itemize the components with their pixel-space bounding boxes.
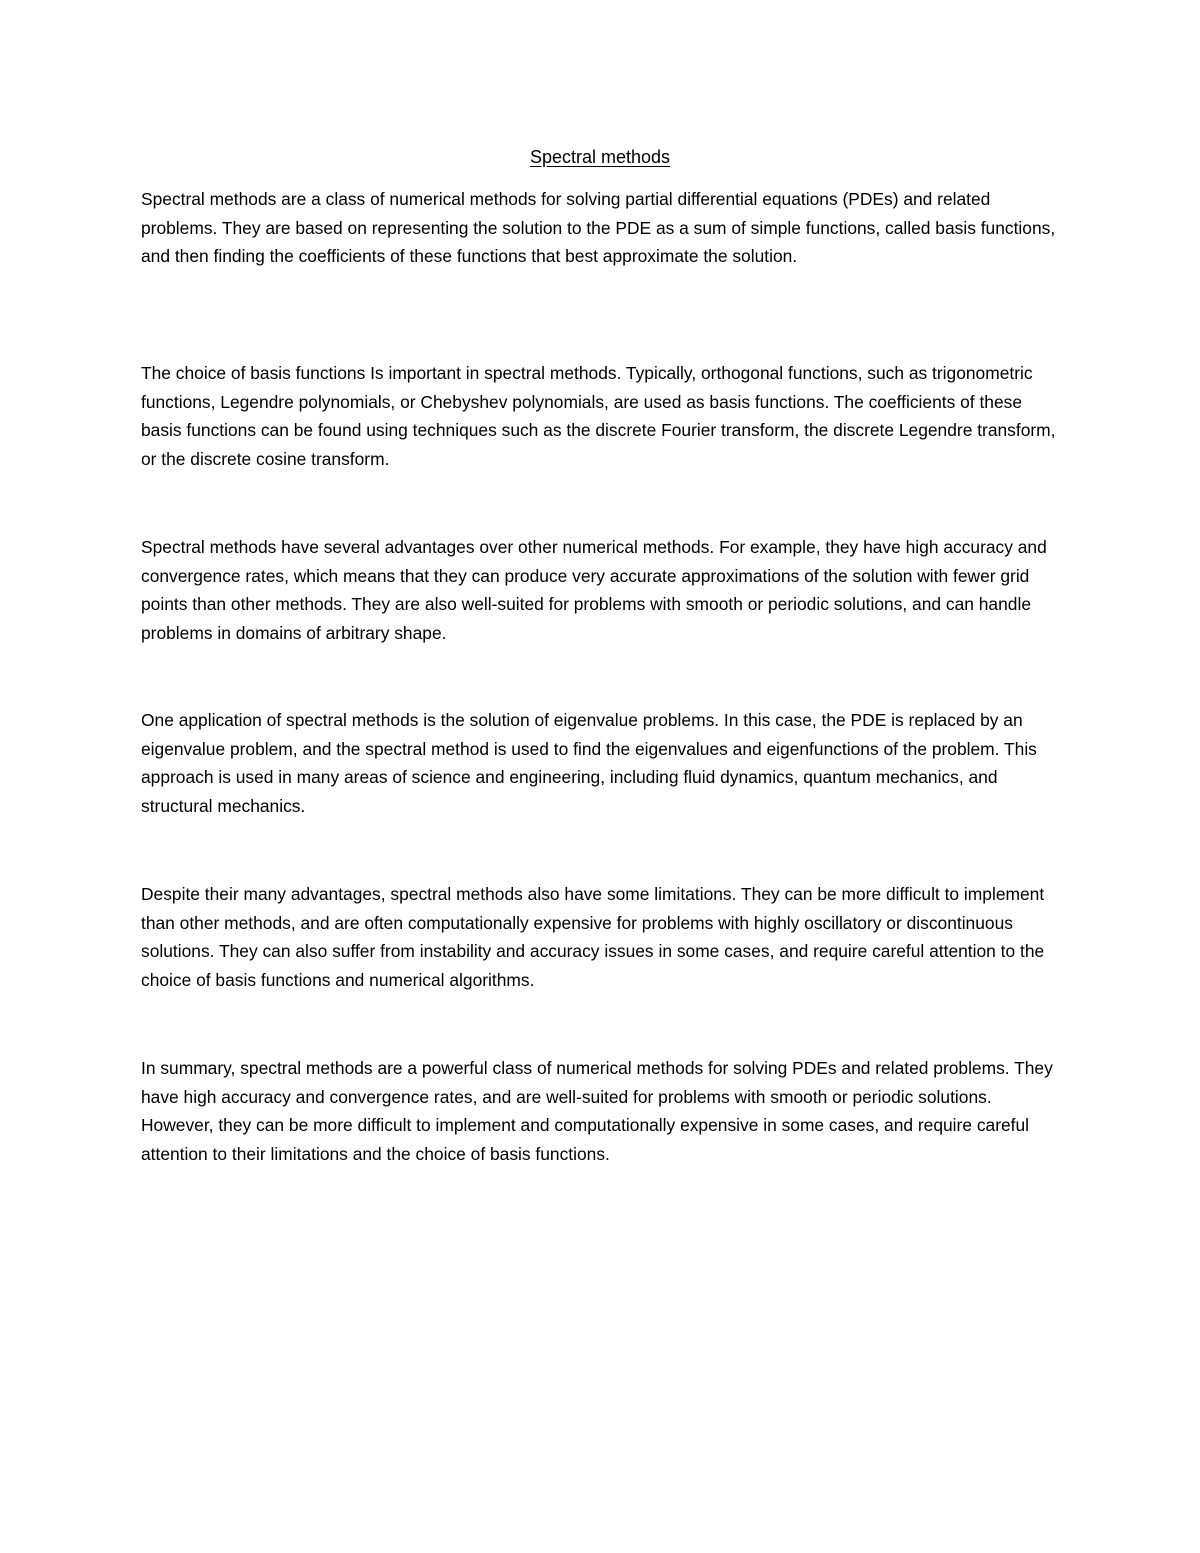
paragraph-advantages: Spectral methods have several advantages over other numerical methods. For example, they have high accuracy and convergence rates, which means that they can produce very accurate approximations of the solution with fewer grid points than other methods. They are also well-suited for problems with smooth or periodic solutions, and can handle problems in domains of arbitrary shape. xyxy=(141,537,1047,643)
paragraph-eigenvalue-application: One application of spectral methods is the solution of eigenvalue problems. In this case, the PDE is replaced by an eigenvalue problem, and the spectral method is used to find the eigenvalues and eigenfunctions of the problem. This approach is used in many areas of science and engineering, including fluid dynamics, quantum mechanics, and structural mechanics. xyxy=(141,710,1037,816)
paragraph-summary: In summary, spectral methods are a powerful class of numerical methods for solving PDEs and related problems. They have high accuracy and convergence rates, and are well-suited for problems with smooth or periodic solutions. However, they can be more difficult to implement and computationally expensive in some cases, and require careful attention to their limitations and the choice of basis functions. xyxy=(141,1058,1053,1164)
paragraph-limitations: Despite their many advantages, spectral methods also have some limitations. They can be more difficult to implement than other methods, and are often computationally expensive for problems with highly oscillatory or discontinuous solutions. They can also suffer from instability and accuracy issues in some cases, and require careful attention to the choice of basis functions and numerical algorithms. xyxy=(141,884,1045,990)
document-title: Spectral methods xyxy=(529,147,671,167)
paragraph-basis-functions: The choice of basis functions Is important in spectral methods. Typically, orthogonal functions, such as trigonometric functions, Legendre polynomials, or Chebyshev polynomials, are used as basis functions. The coefficients of these basis functions can be found using techniques such as the discrete Fourier transform, the discrete Legendre transform, or the discrete cosine transform. xyxy=(141,363,1056,469)
paragraph-introduction: Spectral methods are a class of numerical methods for solving partial differential equations (PDEs) and related problems. They are based on representing the solution to the PDE as a sum of simple functions, called basis functions, and then finding the coefficients of these functions that best approximate the solution. xyxy=(141,189,1056,267)
